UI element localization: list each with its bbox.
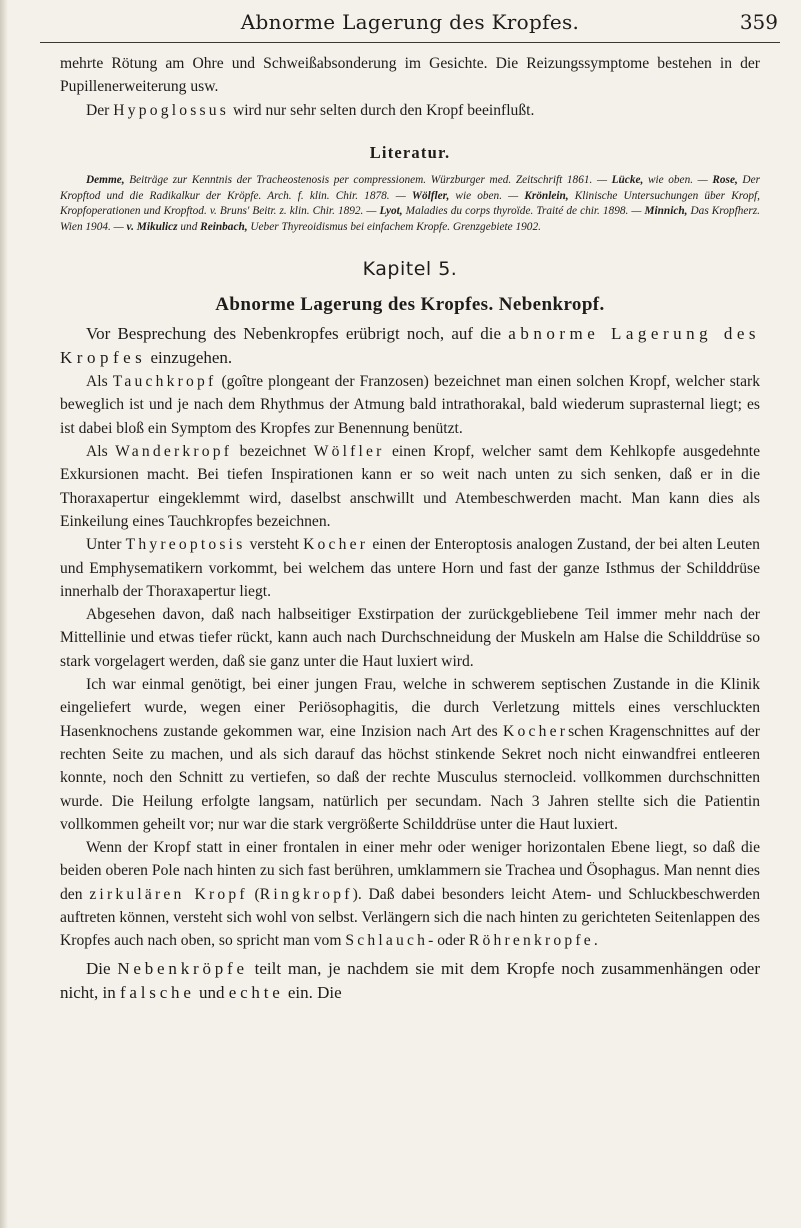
- lit-citation: Klinische Untersuchungen über Kropf, Kropfoperationen und Kropftod. v. Bruns' Beitr. z. klin. Chir. 1892. —: [60, 189, 760, 218]
- text-run: Die: [86, 958, 118, 978]
- spaced-term: falsche: [119, 982, 195, 1002]
- lit-citation: Maladies du corps thyroïde. Traité de chir. 1898. —: [402, 205, 645, 218]
- lit-citation: wie oben. —: [449, 189, 525, 202]
- intro-paragraph-continued: mehrte Rötung am Ohre und Schweißabsonderung im Gesichte. Die Reizungssymptome bestehen in der Pupillenerweiterung usw.: [60, 55, 760, 96]
- lit-author: Wölfler,: [411, 189, 450, 202]
- chapter-title: Abnorme Lagerung des Kropfes. Nebenkropf.: [215, 293, 605, 315]
- spaced-term: Kocher: [503, 722, 569, 740]
- text-run: wird nur sehr selten durch den Kropf beeinflußt.: [229, 101, 535, 119]
- text-run: Als: [86, 443, 116, 461]
- lit-author: Minnich,: [644, 205, 688, 218]
- lit-author: Reinbach,: [200, 220, 248, 233]
- text-run: Unter: [86, 536, 126, 554]
- text-run: und: [194, 982, 229, 1002]
- page-body: [60, 52, 760, 1005]
- text-run: teilt man, je nachdem sie mit dem Kropfe noch zusammenhängen oder nicht, in: [60, 958, 761, 1002]
- spaced-term: Ringkropf: [259, 885, 353, 903]
- spaced-term: zirkulären Kropf: [89, 885, 248, 903]
- lit-author: Rose,: [712, 174, 738, 187]
- text-run: ein. Die: [283, 982, 342, 1002]
- spaced-term: echte: [228, 982, 284, 1002]
- spaced-term: Nebenkröpfe: [117, 958, 248, 978]
- text-run: Vor Besprechung des Nebenkropfes erübrigt noch, auf die: [86, 324, 509, 344]
- text-run: Der: [86, 101, 114, 119]
- lit-citation: Beiträge zur Kenntnis der Tracheostenosis per compressionem. Würzburger med. Zeitschrift 1861. —: [124, 174, 612, 187]
- lit-author: v. Mikulicz: [126, 220, 178, 233]
- lit-author: Lyot,: [379, 205, 403, 218]
- page-header: [40, 8, 780, 43]
- spaced-term: Kocher: [303, 536, 369, 554]
- spaced-term: Wanderkropf: [115, 443, 233, 461]
- lit-citation: Ueber Thyreoidismus bei einfachem Kropfe. Grenzgebiete 1902.: [247, 220, 541, 233]
- text-run: (: [247, 885, 260, 903]
- text-run: versteht: [245, 536, 304, 554]
- running-head: Abnorme Lagerung des Kropfes.: [240, 10, 580, 34]
- paragraph-thyreoptosis: [60, 533, 760, 603]
- lit-author: Lücke,: [611, 174, 644, 187]
- text-run: schen Kragenschnittes auf der rechten Seite zu machen, und als sich darauf das höchst stinkende Sekret noch nicht einwandfrei entleeren konnte, noch den Schnitt zu vertiefen, so daß der rechte Musculus sternocleid. vollkommen durchschnitten wurde. Die Heilung erfolgte langsam, natürlich per secundam. Nach 3 Jahren stellte sich die Patientin vollkommen geheilt vor; nur war die stark vergrößerte Schilddrüse unter die Haut luxiert.: [60, 722, 760, 833]
- spaced-term: Tauchkropf: [112, 373, 217, 391]
- text-run: einzugehen.: [146, 348, 233, 368]
- text-run: .: [593, 932, 598, 950]
- spaced-term: Wölfler: [313, 443, 385, 461]
- text-run: bezeichnet: [232, 443, 314, 461]
- spaced-term: Thyreoptosis: [125, 536, 246, 554]
- text-run: (goître plongeant der Franzosen) bezeichnet man einen solchen Kropf, welcher stark beweglich ist und je nach dem Rhythmus der Atmung bald intrathorakal, bald wiederum suprasternal liegt; es ist dabei bloß ein Symptom des Kropfes zur Benennung benützt.: [60, 373, 761, 437]
- paragraph-nebenkroepfe: [60, 957, 760, 1005]
- lit-citation: und: [177, 220, 201, 233]
- text-run: Ich war einmal genötigt, bei einer jungen Frau, welche in schwerem septischen Zustande in die Klinik eingeliefert wurde, wegen einer Periösophagitis, die durch Verletzung mittels eines verschluckten Hasenknochens zustande gekommen war, eine Inzision nach Art des: [60, 676, 760, 740]
- lit-author: Krönlein,: [524, 189, 569, 202]
- page-gutter-shadow: [0, 0, 8, 1228]
- lit-citation: wie oben. —: [643, 174, 713, 187]
- intro-paragraph-hypoglossus: [60, 99, 760, 122]
- literature-list: [60, 173, 760, 235]
- literature-heading: Literatur.: [369, 142, 451, 162]
- text-run: einen der Enteroptosis analogen Zustand, der bei alten Leuten und Emphysematikern vorkommt, bei welchem das untere Horn und fast der ganze Isthmus der Schilddrüse innerhalb der Thoraxapertur liegt.: [60, 536, 760, 600]
- page-number: 359: [739, 10, 778, 34]
- text-run: - oder: [428, 932, 469, 950]
- text-run: Als: [86, 373, 113, 391]
- chapter-number: Kapitel 5.: [362, 257, 458, 280]
- lit-citation: Der Kropftod und die Radikalkur der Kröpfe. Arch. f. klin. Chir. 1878. —: [60, 174, 760, 202]
- lit-citation: Das Kropfherz. Wien 1904. —: [60, 205, 760, 233]
- paragraph-abgesehen: Abgesehen davon, daß nach halbseitiger Exstirpation der zurückgebliebene Teil immer mehr nach der Mittellinie und etwas tiefer rückt, kann auch nach Durchschneidung der Muskeln am Halse die Schilddrüse so stark vorgelagert werden, daß sie ganz unter die Haut luxiert wird.: [60, 606, 760, 670]
- spaced-term: Schlauch: [345, 932, 429, 950]
- text-run: ). Daß dabei besonders leicht Atem- und Schluckbeschwerden auftreten können, versteht sich wohl von selbst. Verlängern sich die nach hinten zu gerichteten Seitenlappen des Kropfes auch nach oben, so spricht man vom: [60, 885, 760, 950]
- paragraph-zirkulaer: [60, 836, 760, 952]
- paragraph-case-report: [60, 673, 760, 836]
- spaced-term: abnorme Lagerung des Kropfes: [60, 324, 760, 368]
- lit-author: Demme,: [86, 174, 125, 187]
- paragraph-tauchkropf: [60, 370, 760, 440]
- spaced-term: Hypoglossus: [113, 101, 230, 119]
- paragraph-wanderkropf: [60, 440, 760, 533]
- spaced-term: Röhrenkropfe: [468, 932, 594, 950]
- text-run: einen Kropf, welcher samt dem Kehlkopfe ausgedehnte Exkursionen macht. Bei tiefen Inspirationen kann er so weit nach unten zu sich senken, daß er in die Thoraxapertur eingeklemmt wird, daselbst anschwillt und Atembeschwerden macht. Man kann dies als Einkeilung eines Tauchkropfes bezeichnen.: [60, 443, 760, 530]
- text-run: Wenn der Kropf statt in einer frontalen in einer mehr oder weniger horizontalen Ebene liegt, so daß die beiden oberen Pole nach hinten zu sich fast berühren, umklammern sie Trachea und Ösophagus. Man nennt dies den: [60, 839, 760, 903]
- paragraph-lead: [60, 322, 760, 370]
